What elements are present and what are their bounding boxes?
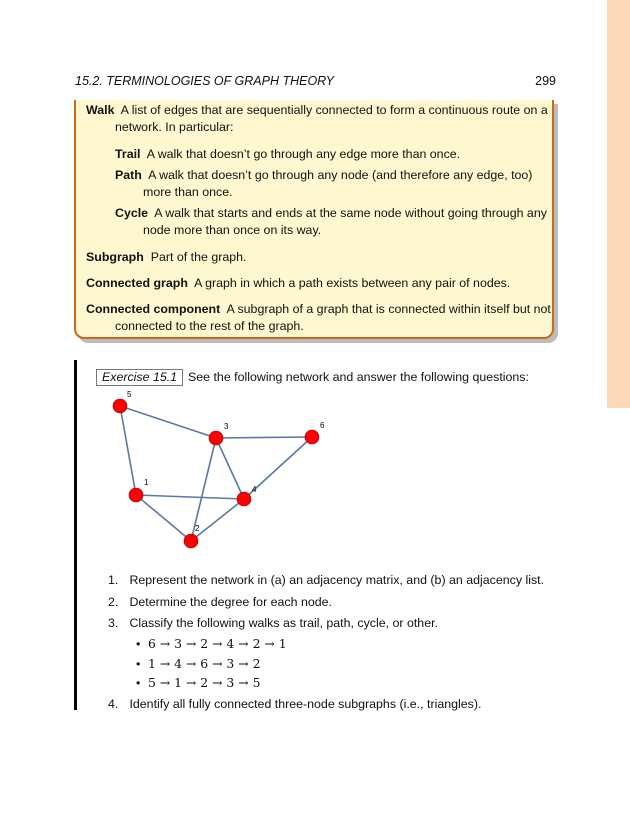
question-number: 1.	[108, 573, 119, 587]
running-header	[75, 74, 556, 88]
bullet-icon: •	[136, 657, 141, 671]
def-path-cont: more than once.	[143, 185, 233, 199]
network-edge-3-6	[216, 437, 312, 438]
question-text: Identify all fully connected three-node subgraphs (i.e., triangles).	[129, 697, 482, 711]
def-text: A list of edges that are sequentially connected to form a continuous route on a	[120, 103, 548, 117]
def-path	[115, 167, 532, 184]
walk-item-1	[136, 636, 287, 652]
network-edge-3-4	[216, 438, 244, 499]
network-nodes	[113, 399, 319, 548]
walk-item-2	[136, 656, 260, 672]
def-connected-component-cont: connected to the rest of the graph.	[115, 319, 304, 333]
page-number: 299	[535, 74, 556, 88]
question-text: Represent the network in (a) an adjacency matrix, and (b) an adjacency list.	[129, 573, 545, 587]
exercise-label: Exercise 15.1	[96, 369, 183, 386]
def-text: A walk that doesn’t go through any node (and therefore any edge, too)	[148, 168, 533, 182]
network-edge-5-1	[120, 406, 136, 495]
network-node-2	[184, 534, 198, 548]
walk-sequence: 6 → 3 → 2 → 4 → 2 → 1	[148, 636, 287, 651]
network-node-4	[237, 492, 251, 506]
question-3	[108, 615, 438, 631]
exercise-margin-bar	[74, 360, 77, 710]
network-node-1	[129, 488, 143, 502]
def-term: Trail	[115, 147, 141, 161]
question-number: 4.	[108, 697, 119, 711]
walk-sequence: 1 → 4 → 6 → 3 → 2	[148, 656, 261, 671]
question-text: Determine the degree for each node.	[129, 595, 332, 609]
network-node-5	[113, 399, 127, 413]
question-4	[108, 696, 481, 712]
walk-sequence: 5 → 1 → 2 → 3 → 5	[148, 675, 261, 690]
def-text: A subgraph of a graph that is connected within itself but not	[226, 302, 551, 316]
question-text: Classify the following walks as trail, path, cycle, or other.	[129, 616, 438, 630]
exercise-intro: See the following network and answer the following questions:	[188, 370, 529, 384]
def-walk	[86, 102, 548, 119]
question-1	[108, 572, 544, 588]
network-node-label-5: 5	[127, 390, 132, 399]
network-node-label-6: 6	[320, 421, 325, 430]
network-edge-1-4	[136, 495, 244, 499]
def-cycle	[115, 205, 547, 222]
network-diagram	[95, 385, 335, 555]
question-number: 3.	[108, 616, 119, 630]
def-text: A walk that doesn’t go through any edge more than once.	[146, 147, 461, 161]
network-node-label-4: 4	[252, 485, 257, 494]
thumb-tab	[607, 0, 630, 408]
def-text: A walk that starts and ends at the same node without going through any	[154, 206, 547, 220]
section-title: 15.2. TERMINOLOGIES OF GRAPH THEORY	[75, 74, 335, 88]
def-term: Path	[115, 168, 142, 182]
question-number: 2.	[108, 595, 119, 609]
def-trail	[115, 146, 460, 163]
def-connected-graph	[86, 275, 510, 292]
def-term: Cycle	[115, 206, 149, 220]
bullet-icon: •	[136, 676, 141, 690]
network-edges	[120, 406, 312, 541]
network-node-6	[305, 430, 319, 444]
network-node-3	[209, 431, 223, 445]
def-cycle-cont: node more than once on its way.	[143, 223, 322, 237]
network-edge-1-2	[136, 495, 191, 541]
walk-item-3	[136, 675, 260, 691]
bullet-icon: •	[136, 637, 141, 651]
network-node-label-3: 3	[224, 422, 229, 431]
def-walk-cont: network. In particular:	[115, 120, 234, 134]
def-term: Connected component	[86, 302, 221, 316]
network-edge-5-3	[120, 406, 216, 438]
def-term: Walk	[86, 103, 115, 117]
network-node-label-1: 1	[144, 478, 149, 487]
def-term: Subgraph	[86, 250, 144, 264]
def-connected-component	[86, 301, 551, 318]
def-text: Part of the graph.	[150, 250, 247, 264]
network-node-label-2: 2	[195, 524, 200, 533]
def-subgraph	[86, 249, 246, 266]
def-text: A graph in which a path exists between any pair of nodes.	[194, 276, 511, 290]
question-2	[108, 594, 332, 610]
def-term: Connected graph	[86, 276, 188, 290]
